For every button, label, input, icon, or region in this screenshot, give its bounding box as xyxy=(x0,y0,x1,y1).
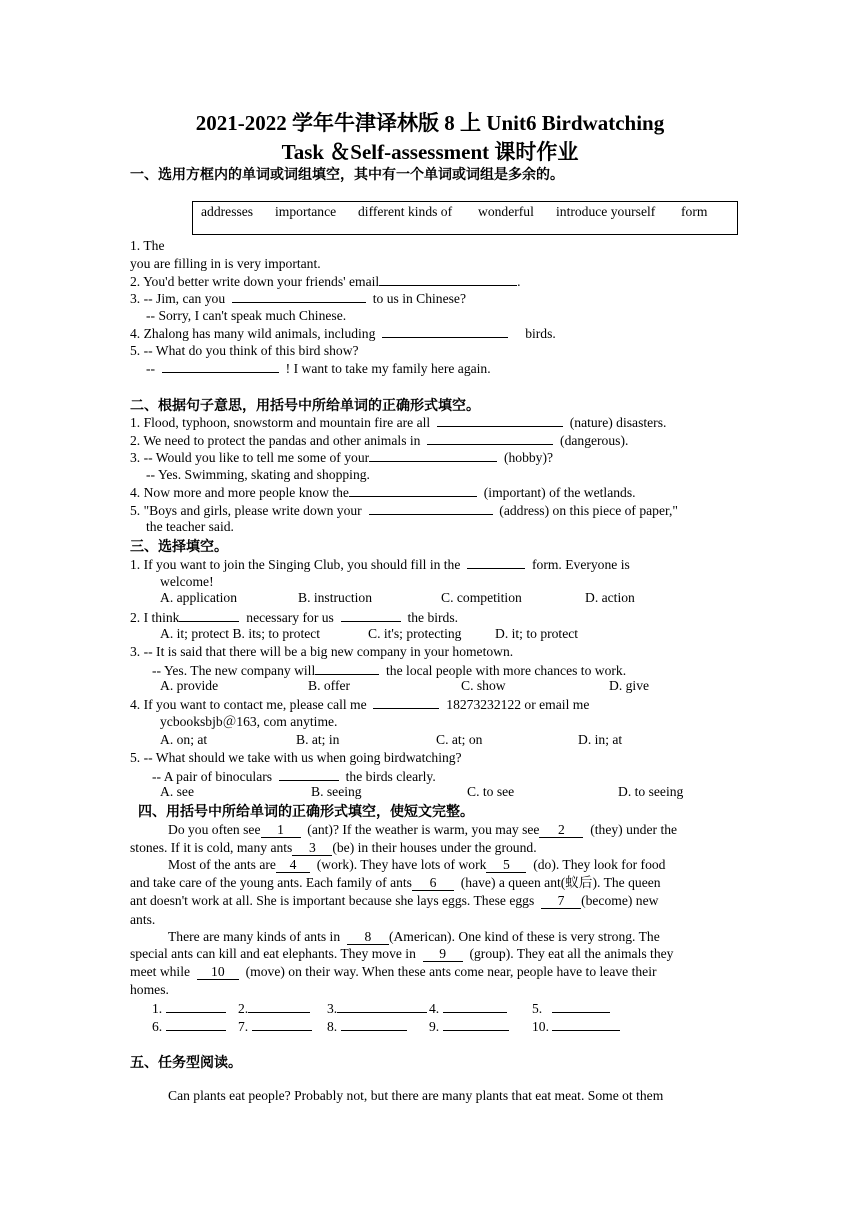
section2-heading: 二、根据句子意思，用括号中所给单词的正确形式填空。 xyxy=(130,398,480,414)
box-word: form xyxy=(681,204,708,219)
s4-p3-l4: homes. xyxy=(130,982,169,997)
s1-q1a: 1. The xyxy=(130,238,165,253)
s1-q2: 2. You'd better write down your friends' email . xyxy=(130,274,521,289)
s3-q3b: -- Yes. The new company will the local people with more chances to work. xyxy=(152,663,627,678)
s3-q2-opt: A. it; protect B. its; to protect xyxy=(160,626,321,641)
s4-p1-l1: Do you often see 1 (ant)? If the weather is warm, you may see 2 (they) under the xyxy=(168,822,678,837)
s3-q3-opt: D. give xyxy=(609,678,650,693)
s1-q1b: you are filling in is very important. xyxy=(130,256,321,271)
s3-q3a: 3. -- It is said that there will be a big new company in your hometown. xyxy=(130,644,514,659)
s2-q3b: -- Yes. Swimming, skating and shopping. xyxy=(146,467,370,482)
s2-q5b: the teacher said. xyxy=(146,519,234,534)
word-box xyxy=(192,201,738,235)
s3-q5-opt: A. see xyxy=(160,784,194,799)
s2-q5a: 5. "Boys and girls, please write down your (address) on this piece of paper," xyxy=(130,503,678,518)
answer-slot: 5. xyxy=(532,999,610,1017)
answer-slot: 9. xyxy=(429,1017,509,1035)
answer-slot: 1. xyxy=(152,999,226,1017)
box-word: wonderful xyxy=(478,204,534,219)
s3-q4b: ycbooksbjb＠163, com anytime. xyxy=(160,714,338,729)
answer-slot: 3. xyxy=(327,999,427,1017)
section5-heading: 五、任务型阅读。 xyxy=(130,1055,242,1071)
box-word: addresses xyxy=(201,204,254,219)
s4-p2-l1: Most of the ants are 4 (work). They have lots of work 5 (do). They look for food xyxy=(168,857,666,872)
s3-q5-opt: D. to seeing xyxy=(618,784,684,799)
s1-q5a: 5. -- What do you think of this bird show? xyxy=(130,343,359,358)
s3-q1b: welcome! xyxy=(160,574,214,589)
s3-q1-opt: B. instruction xyxy=(298,590,373,605)
s3-q1-opt: D. action xyxy=(585,590,635,605)
s1-q4: 4. Zhalong has many wild animals, including birds. xyxy=(130,326,556,341)
answer-slot: 7. xyxy=(238,1017,312,1035)
s3-q1-opt: A. application xyxy=(160,590,238,605)
s1-q3b: -- Sorry, I can't speak much Chinese. xyxy=(146,308,347,323)
s4-p2-l4: ants. xyxy=(130,912,156,927)
s1-q3a: 3. -- Jim, can you to us in Chinese? xyxy=(130,291,466,306)
section4-heading: 四、用括号中所给单词的正确形式填空，使短文完整。 xyxy=(138,804,474,820)
s2-q3a: 3. -- Would you like to tell me some of your (hobby)? xyxy=(130,450,554,465)
s3-q3-opt: C. show xyxy=(461,678,506,693)
s5-p1: Can plants eat people? Probably not, but there are many plants that eat meat. Some ot them xyxy=(168,1088,664,1103)
s3-q2-opt: C. it's; protecting xyxy=(368,626,462,641)
section3-heading: 三、选择填空。 xyxy=(130,539,228,555)
box-word: different kinds of xyxy=(358,204,453,219)
s3-q3-opt: A. provide xyxy=(160,678,219,693)
s4-p3-l2: special ants can kill and eat elephants. They move in 9 (group). They eat all the animals they xyxy=(130,946,674,961)
s4-p1-l2: stones. If it is cold, many ants 3 (be) in their houses under the ground. xyxy=(130,840,537,855)
answer-slot: 10. xyxy=(532,1017,620,1035)
s3-q4-opt: B. at; in xyxy=(296,732,340,747)
s3-q5-opt: B. seeing xyxy=(311,784,362,799)
answer-slot: 2. xyxy=(238,999,310,1017)
s3-q1a: 1. If you want to join the Singing Club, you should fill in the form. Everyone is xyxy=(130,557,630,572)
s4-p2-l3: ant doesn't work at all. She is important because she lays eggs. These eggs 7 (become) new xyxy=(130,893,659,908)
page-title-line2: Task ＆Self-assessment 课时作业 xyxy=(281,140,579,164)
answer-slot: 8. xyxy=(327,1017,407,1035)
s3-q2-opt: D. it; to protect xyxy=(495,626,579,641)
s3-q4a: 4. If you want to contact me, please call me 18273232122 or email me xyxy=(130,697,590,712)
s3-q1-opt: C. competition xyxy=(441,590,522,605)
s4-p3-l3: meet while 10 (move) on their way. When these ants come near, people have to leave their xyxy=(130,964,657,979)
s4-p2-l2: and take care of the young ants. Each family of ants 6 (have) a queen ant(蚁后). The queen xyxy=(130,875,661,890)
s4-p3-l1: There are many kinds of ants in 8 (American). One kind of these is very strong. The xyxy=(168,929,660,944)
s3-q5-opt: C. to see xyxy=(467,784,515,799)
s2-q2: 2. We need to protect the pandas and other animals in (dangerous). xyxy=(130,433,629,448)
answer-slot: 6. xyxy=(152,1017,226,1035)
s3-q3-opt: B. offer xyxy=(308,678,351,693)
s3-q5b: -- A pair of binoculars the birds clearly. xyxy=(152,769,436,784)
s3-q4-opt: D. in; at xyxy=(578,732,623,747)
box-word: introduce yourself xyxy=(556,204,656,219)
s2-q4: 4. Now more and more people know the (important) of the wetlands. xyxy=(130,485,636,500)
s3-q4-opt: C. at; on xyxy=(436,732,483,747)
s3-q5a: 5. -- What should we take with us when going birdwatching? xyxy=(130,750,462,765)
section1-heading: 一、选用方框内的单词或词组填空，其中有一个单词或词组是多余的。 xyxy=(130,167,564,183)
answer-slot: 4. xyxy=(429,999,507,1017)
page-title-line1: 2021-2022 学年牛津译林版 8 上 Unit6 Birdwatching xyxy=(195,111,665,135)
s2-q1: 1. Flood, typhoon, snowstorm and mountain fire are all (nature) disasters. xyxy=(130,415,667,430)
s3-q2a: 2. I think necessary for us the birds. xyxy=(130,610,459,625)
s1-q5b: -- ! I want to take my family here again. xyxy=(146,361,491,376)
s3-q4-opt: A. on; at xyxy=(160,732,208,747)
box-word: importance xyxy=(275,204,337,219)
